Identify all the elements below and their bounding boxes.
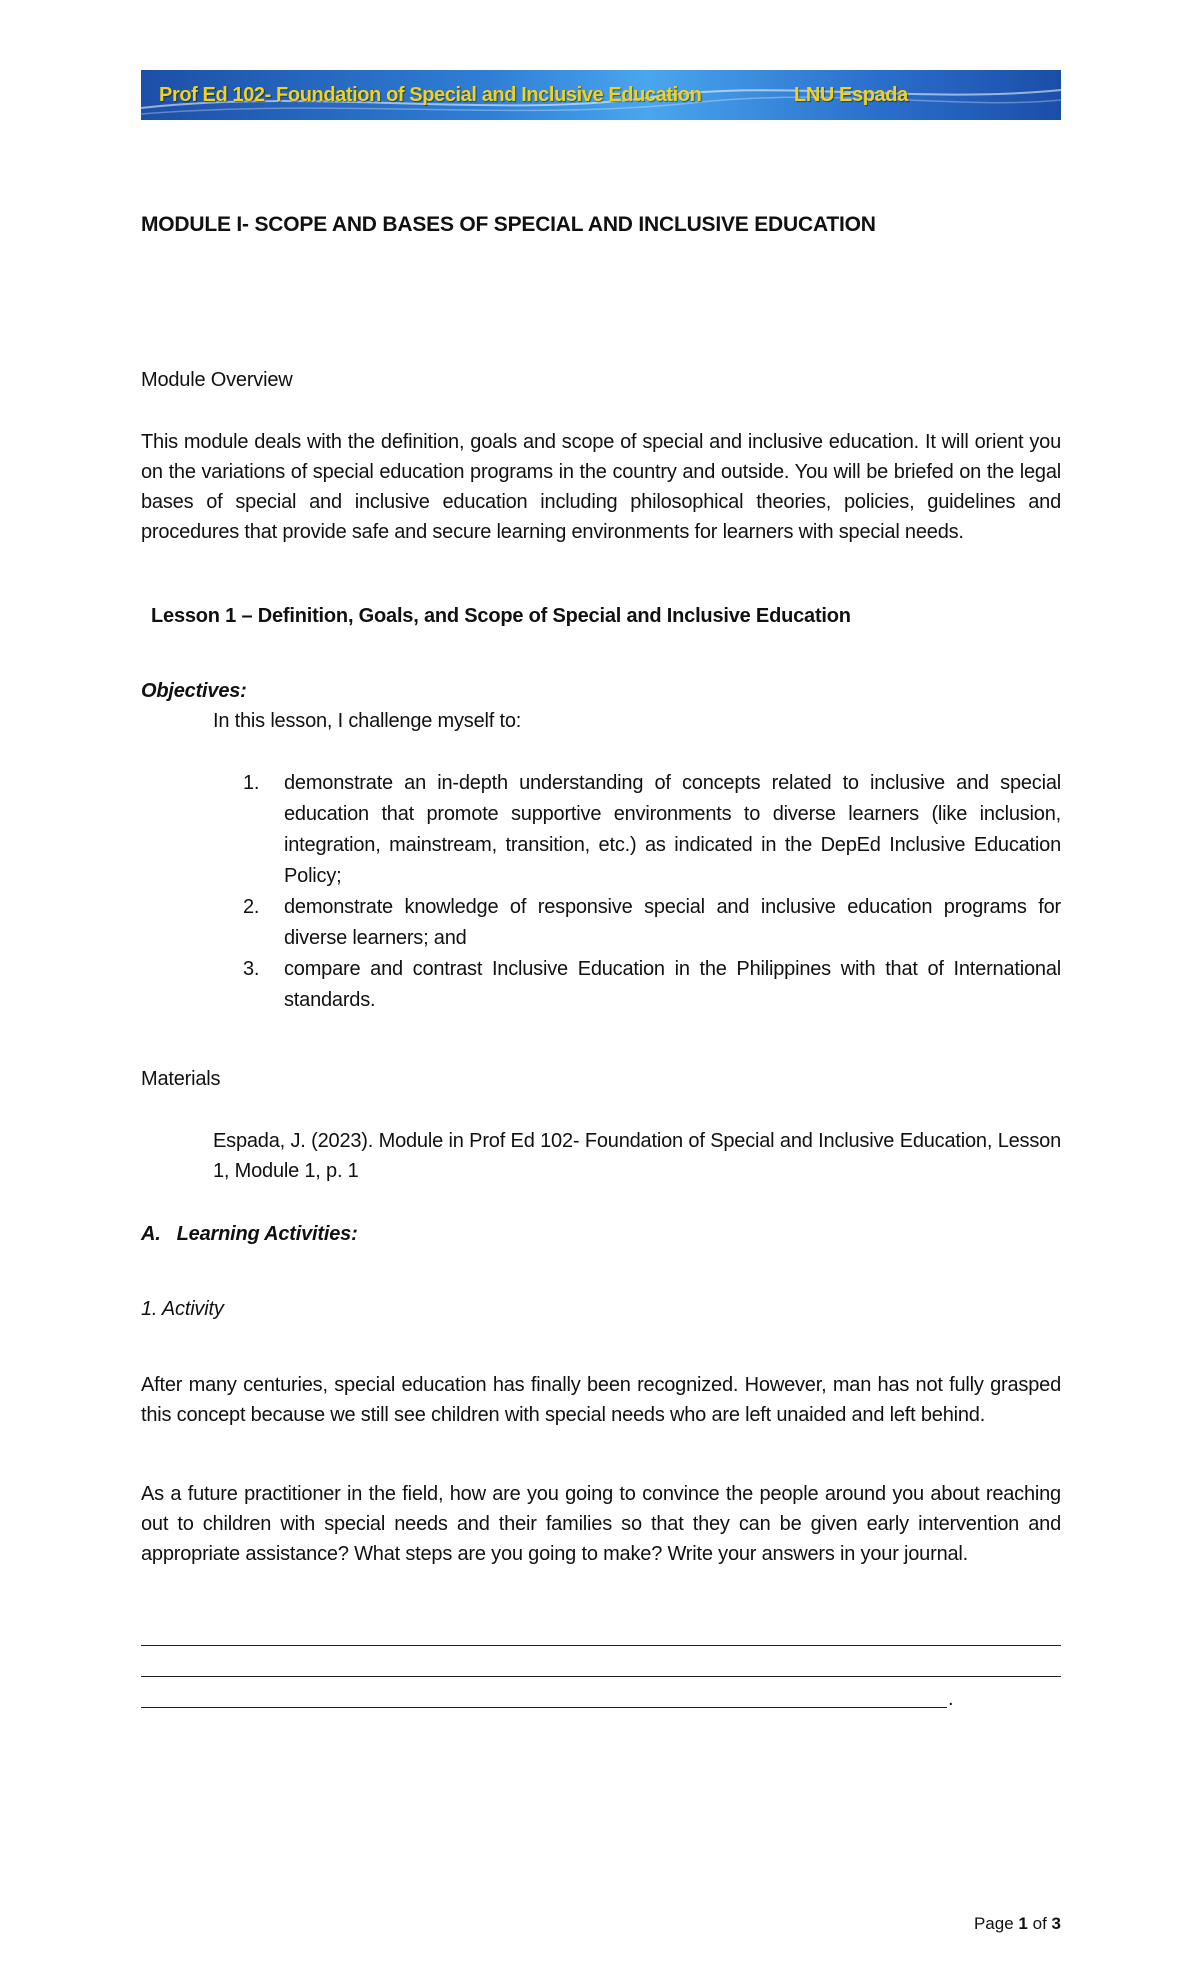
lesson-title: Lesson 1 – Definition, Goals, and Scope of Special and Inclusive Education [151,605,851,627]
materials-heading: Materials [141,1068,221,1090]
objective-text: demonstrate an in-depth understanding of concepts related to inclusive and special education that promote supportive environments to diverse learners (like inclusion, integration, mainstream, transition, etc.) as indicated in the DepEd Inclusive Education Policy; [284,772,1061,887]
activity-paragraph-2: As a future practitioner in the field, how are you going to convince the people around you about reaching out to children with special needs and their families so that they can be given early intervention and appropriate assistance? What steps are you going to make? Write your answers in your journal. [141,1483,1061,1565]
overview-heading: Module Overview [141,369,293,391]
objective-number: 3. [243,958,260,980]
objective-number: 1. [243,772,260,794]
module-title: MODULE I- SCOPE AND BASES OF SPECIAL AND INCLUSIVE EDUCATION [141,213,876,236]
author-label: LNU Espada [794,84,908,106]
materials-reference: Espada, J. (2023). Module in Prof Ed 102- Foundation of Special and Inclusive Education, Lesson 1, Module 1, p. 1 [213,1130,1061,1182]
course-title: Prof Ed 102- Foundation of Special and Inclusive Education [159,84,702,106]
objective-text: compare and contrast Inclusive Education in the Philippines with that of International standards. [284,958,1061,1011]
page-total: 3 [1051,1914,1061,1933]
objectives-list [213,768,1061,1016]
objectives-heading: Objectives: [141,680,247,702]
of-label: of [1032,1914,1047,1933]
answer-line [141,1676,1061,1677]
answer-line [141,1707,947,1708]
objective-text: demonstrate knowledge of responsive special and inclusive education programs for diverse learners; and [284,896,1061,949]
answer-line [141,1645,1061,1646]
objective-number: 2. [243,896,260,918]
page-number-footer [974,1914,1061,1934]
learning-activities-heading: A. Learning Activities: [141,1223,358,1245]
page-current: 1 [1018,1914,1028,1933]
objective-item [213,954,1061,1016]
objective-item [213,892,1061,954]
header-banner [141,70,1061,120]
overview-paragraph: This module deals with the definition, goals and scope of special and inclusive education. It will orient you on the variations of special education programs in the country and outside. You will be briefed on the legal bases of special and inclusive education including philosophical theories, policies, guidelines and procedures that provide safe and secure learning environments for learners with special needs. [141,431,1061,543]
page-label: Page [973,1914,1014,1933]
answer-line-period: . [948,1688,954,1710]
activity-heading: 1. Activity [141,1298,224,1320]
objective-item [213,768,1061,892]
activity-paragraph-1: After many centuries, special education has finally been recognized. However, man has not fully grasped this concept because we still see children with special needs who are left unaided and left behind. [141,1374,1061,1426]
objectives-intro: In this lesson, I challenge myself to: [213,710,522,732]
